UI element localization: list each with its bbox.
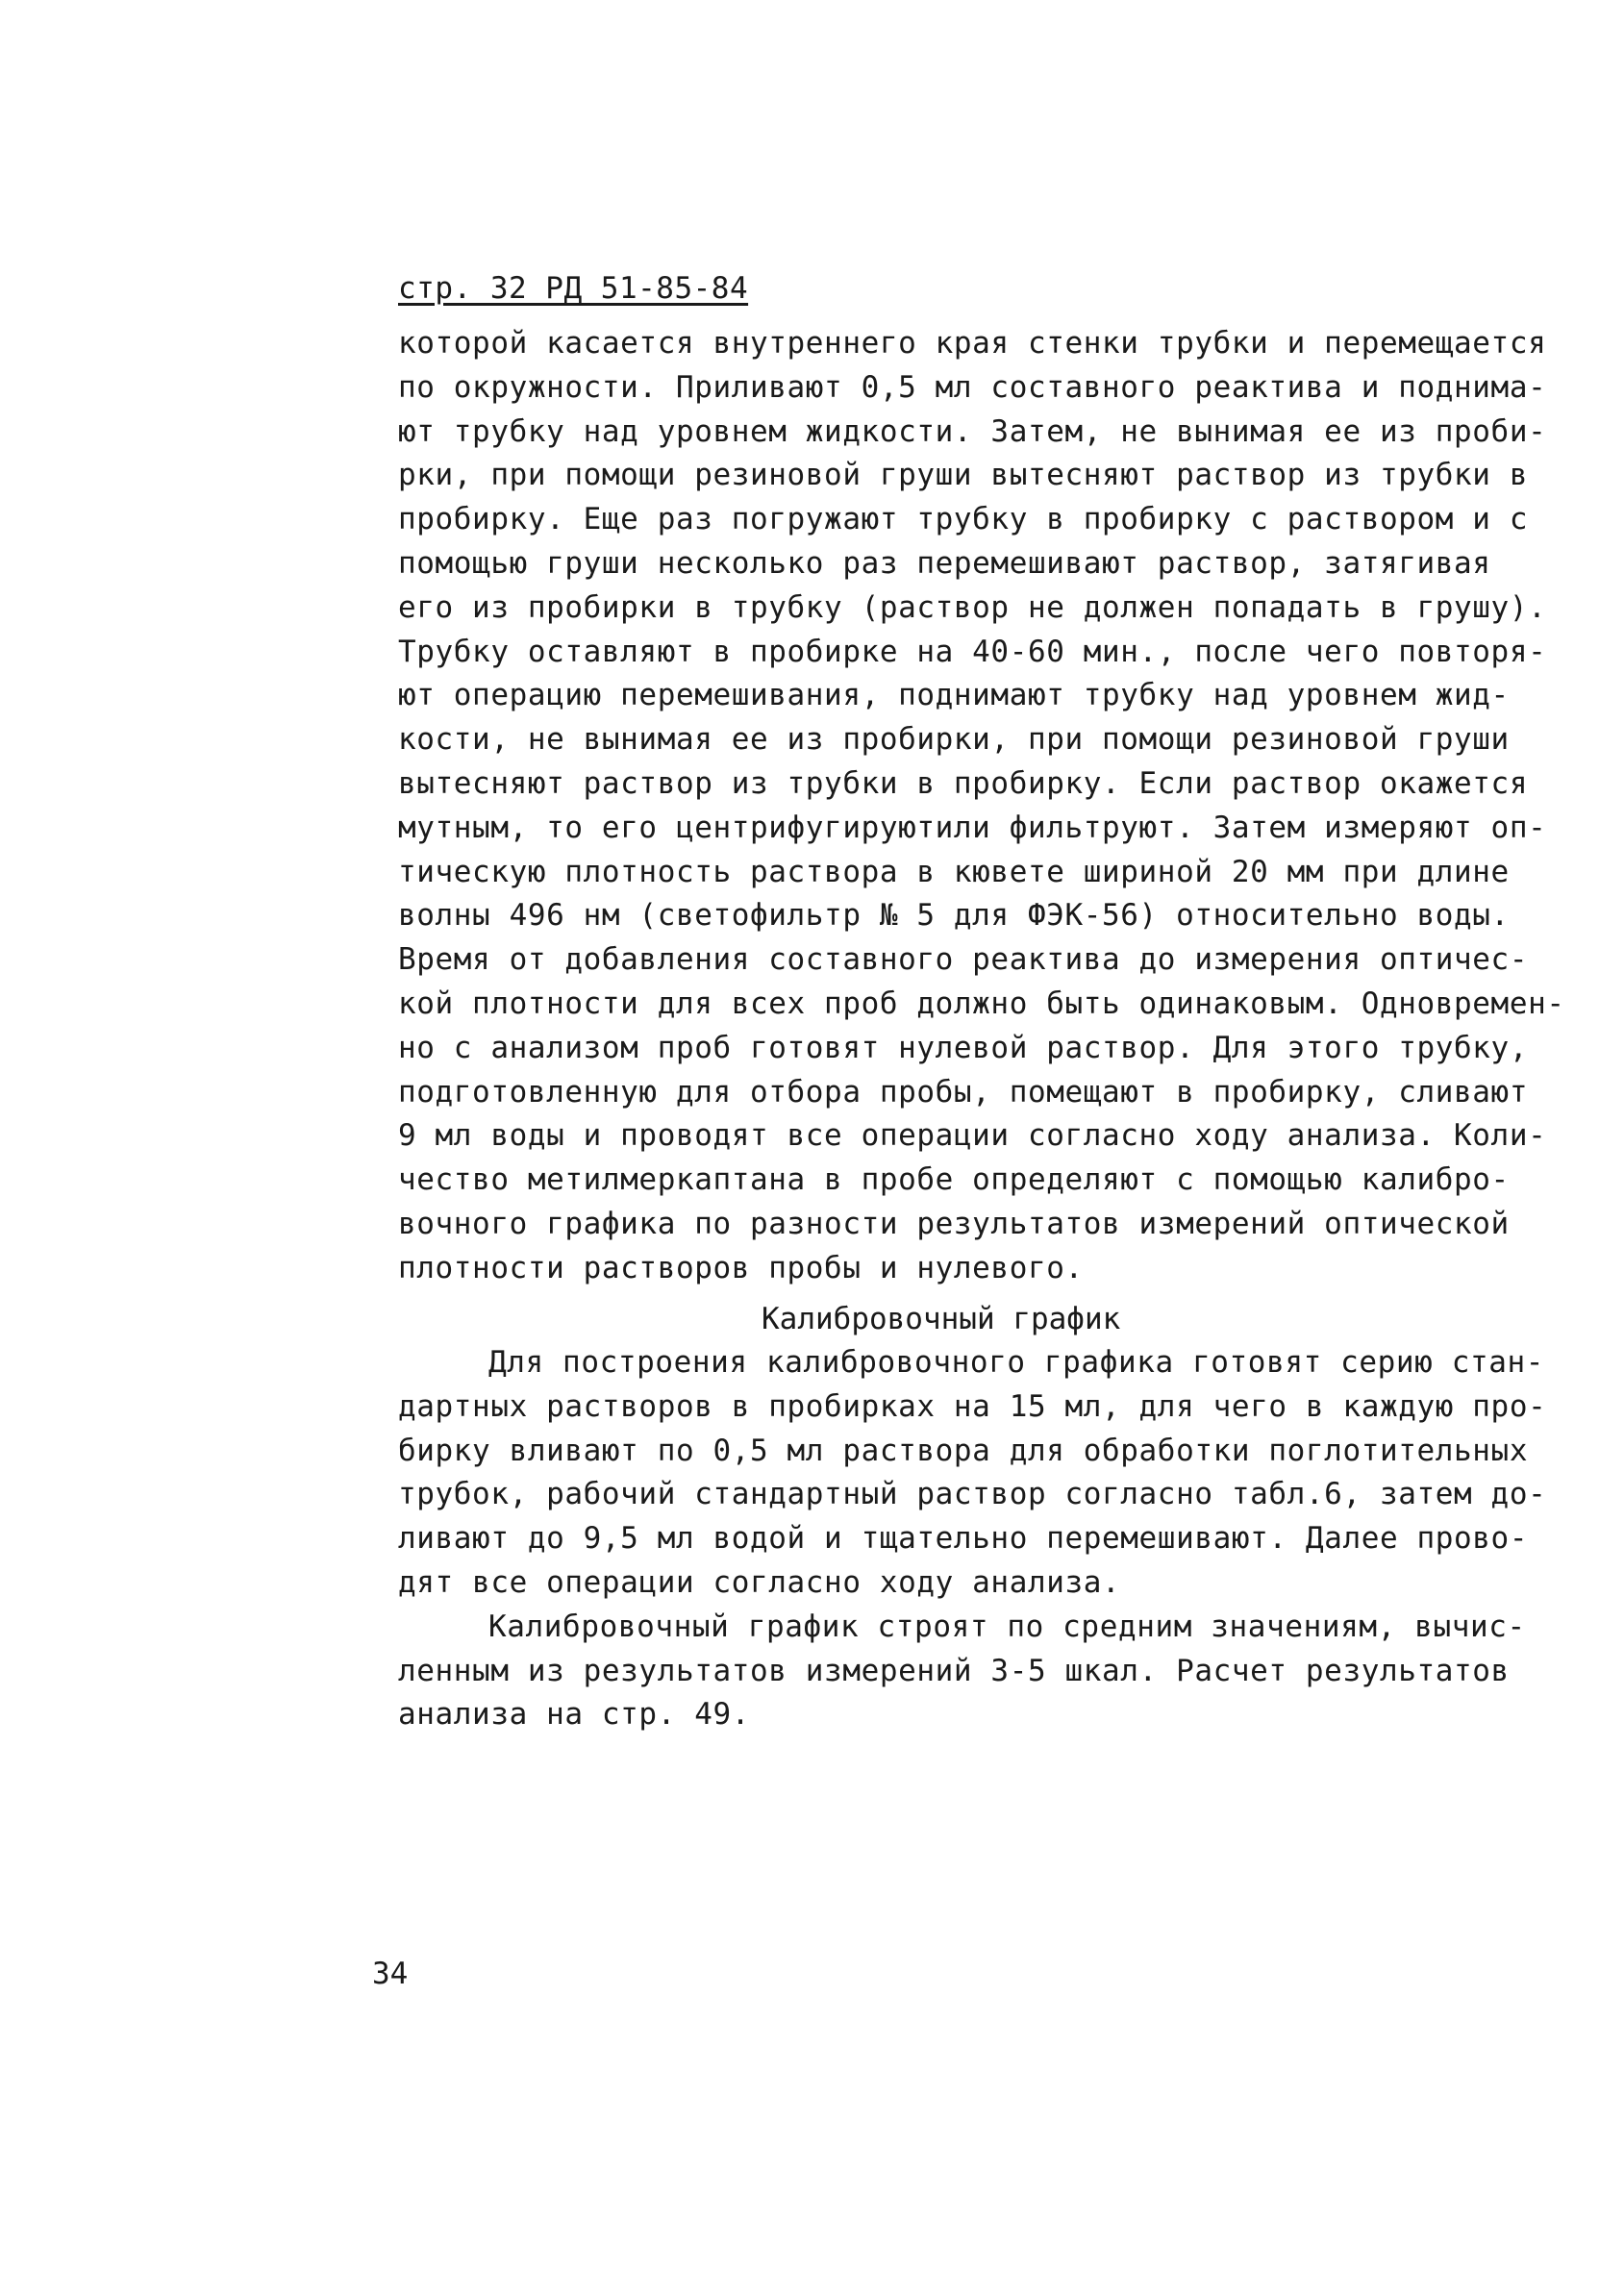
text-line: вочного графика по разности результатов измерений оптической — [398, 1206, 1510, 1241]
text-line: помощью груши несколько раз перемешивают раствор, затягивая — [398, 545, 1491, 581]
text-line: его из пробирки в трубку (раствор не должен попадать в грушу). — [398, 589, 1547, 625]
text-line: кости, не вынимая ее из пробирки, при помощи резиновой груши — [398, 722, 1510, 758]
section-title: Калибровочный график — [762, 1302, 1121, 1336]
text-line: подготовленную для отбора пробы, помещают в пробирку, сливают — [398, 1074, 1529, 1110]
text-line: ленным из результатов измерений 3-5 шкал. Расчет результатов — [398, 1653, 1510, 1688]
page-header: стр. 32 РД 51-85-84 — [398, 271, 749, 306]
text-line: кой плотности для всех проб должно быть одинаковым. Одновремен- — [398, 985, 1565, 1021]
calibration-section — [398, 1341, 1547, 1737]
text-line: ливают до 9,5 мл водой и тщательно перемешивают. Далее прово- — [398, 1521, 1529, 1557]
text-line: пробирку. Еще раз погружают трубку в пробирку с раствором и с — [398, 502, 1529, 537]
text-line: тическую плотность раствора в кювете шириной 20 мм при длине — [398, 854, 1510, 889]
text-line: мутным, то его центрифугируютили фильтруют. Затем измеряют оп- — [398, 810, 1547, 845]
text-line: Для построения калибровочного графика готовят серию стан- — [488, 1345, 1545, 1380]
text-line: но с анализом проб готовят нулевой раствор. Для этого трубку, — [398, 1030, 1529, 1065]
main-paragraph — [398, 322, 1565, 1291]
text-line: дят все операции согласно ходу анализа. — [398, 1564, 1121, 1600]
text-line: бирку вливают по 0,5 мл раствора для обработки поглотительных — [398, 1433, 1529, 1468]
text-line: Калибровочный график строят по средним значениям, вычис- — [488, 1609, 1526, 1644]
text-line: плотности растворов пробы и нулевого. — [398, 1250, 1084, 1285]
text-line: волны 496 нм (светофильтр № 5 для ФЭК-56) относительно воды. — [398, 898, 1510, 934]
text-line: чество метилмеркаптана в пробе определяют с помощью калибро- — [398, 1162, 1510, 1198]
text-line: анализа на стр. 49. — [398, 1697, 751, 1733]
text-line: 9 мл воды и проводят все операции согласно ходу анализа. Коли- — [398, 1118, 1547, 1154]
text-line: ют операцию перемешивания, поднимают трубку над уровнем жид- — [398, 678, 1510, 713]
text-line: которой касается внутреннего края стенки трубки и перемещается — [398, 326, 1547, 361]
text-line: Время от добавления составного реактива до измерения оптичес- — [398, 942, 1529, 978]
text-line: по окружности. Приливают 0,5 мл составного реактива и поднима- — [398, 369, 1547, 405]
text-line: трубок, рабочий стандартный раствор согласно табл.6, затем до- — [398, 1477, 1547, 1512]
text-line: вытесняют раствор из трубки в пробирку. Если раствор окажется — [398, 765, 1529, 801]
text-line: дартных растворов в пробирках на 15 мл, для чего в каждую про- — [398, 1388, 1547, 1424]
text-line: рки, при помощи резиновой груши вытесняют раствор из трубки в — [398, 458, 1529, 493]
page-number: 34 — [372, 1957, 409, 1991]
text-line: Трубку оставляют в пробирке на 40-60 мин., после чего повторя- — [398, 634, 1547, 669]
text-line: ют трубку над уровнем жидкости. Затем, не вынимая ее из проби- — [398, 413, 1547, 449]
